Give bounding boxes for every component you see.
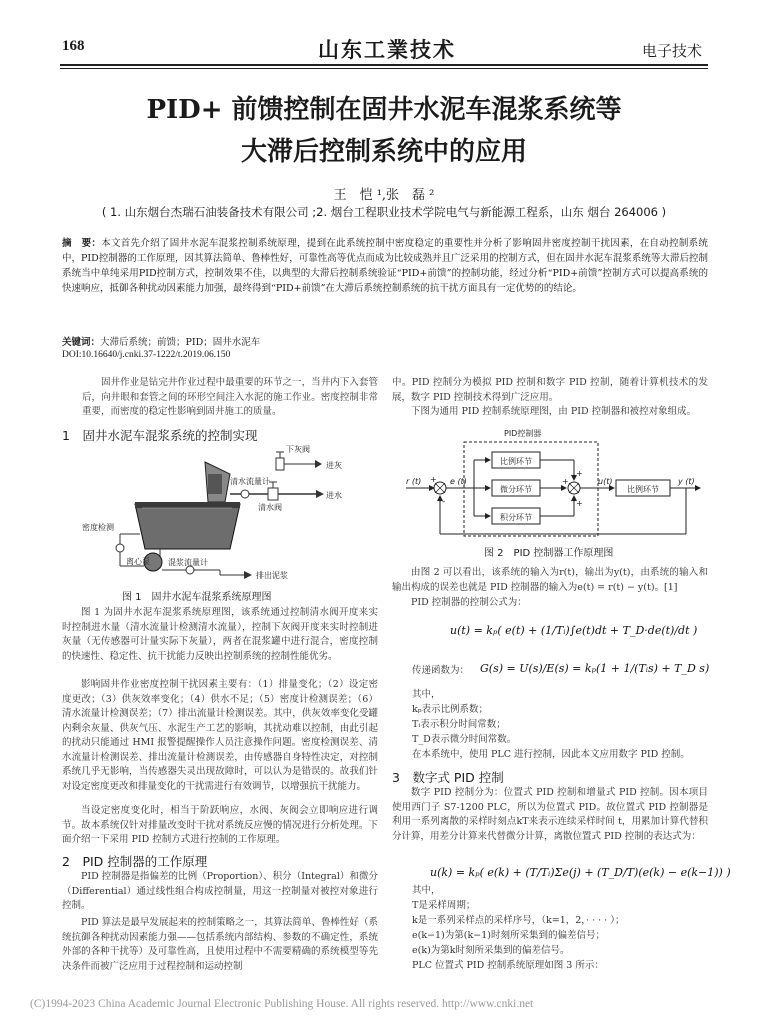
def-kp: kₚ表示比例系数； xyxy=(412,704,489,715)
fig2-minus-1: - xyxy=(442,497,446,507)
intro-paragraph: 固井作业是钻完井作业过程中最重要的环节之一，当井内下入套管后，向井眼和套管之间的环形空间注入水泥的施工作业。密度控制非常重要，而密度的稳定性影响到固井施工的质量。 xyxy=(82,377,378,417)
copyright-footer: (C)1994-2023 China Academic Journal Electronic Publishing House. All rights reserved. http://www.cnki.net xyxy=(30,998,534,1010)
label-mix-flowmeter: 混浆流量计 xyxy=(168,558,208,567)
paragraph-8: 由图 2 可以看出，该系统的输入为r(t)，输出为y(t)，由系统的输入和输出构成的误差也就是 PID 控制器的输入为e(t) = r(t) − y(t)。[1] xyxy=(392,567,708,593)
section-1-heading: 1 固井水泥车混浆系统的控制实现 xyxy=(62,428,258,443)
fig2-plant-label: 比例环节 xyxy=(627,485,659,494)
paragraph-6: 中。PID 控制分为模拟 PID 控制和数字 PID 控制，随着计算机技术的发展，数字 PID 控制技术得到广泛应用。 xyxy=(392,377,708,403)
affiliation: ( 1. 山东烟台杰瑞石油装备技术有限公司 ;2. 烟台工程职业技术学院电气与新能源工程系，山东 烟台 264006 ) xyxy=(101,205,667,219)
figure-1-schematic xyxy=(80,444,370,584)
abstract-text: 本文首先介绍了固井水泥车混浆控制系统原理，提到在此系统控制中密度稳定的重要性并分析了影响固井密度控制干扰因素，在自动控制系统中，PID控制器的工作原理，因其算法简单、鲁棒性好，可靠性高等优点而成为比较成熟并且广泛采用的控制方式，但在固井水泥车混浆系统等大滞后控制系统当中单纯采用PID控制方式，控制效果不佳，以典型的大滞后控制系统验证“PID+前馈”的控制功能，经过分析“PID+前馈”控制方式可以提高系统的快速响应，抵御各种扰动因素能力加强，最终得到“PID+前馈”在大滞后系统控制系统的抗干扰方面具有一定优势的的结论。 xyxy=(62,238,708,294)
fig2-ut: u(t) xyxy=(598,477,613,486)
fig2-deriv-label: 微分环节 xyxy=(500,485,532,494)
keywords: 大滞后系统；前馈；PID；固井水泥车 xyxy=(100,337,261,348)
paragraph-7: 下图为通用 PID 控制系统原理图，由 PID 控制器和被控对象组成。 xyxy=(411,406,697,417)
powder-valve-icon xyxy=(276,458,284,470)
equation-1: u(t) = kₚ( e(t) + (1/Tᵢ)∫e(t)dt + T_D·de(t)/dt ) xyxy=(450,624,698,637)
density-meter-icon xyxy=(116,544,124,552)
fig2-rt: r (t) xyxy=(406,477,422,486)
paragraph-2: 影响固井作业密度控制干扰因素主要有：（1）排量变化；（2）设定密度更改；（3）供灰效率变化；（4）供水不足；（5）密度计检测误差；（6）清水流量计检测误差；（7）排出流量计检测误差。其中，供灰效率变化受罐内剩余灰量、供灰气压、水泥生产工艺的影响，其扰动难以控制，由此引起的扰动只能通过 HMI 报警提醒操作人员注意操作问题。密度检测误差、清水流量计检测误差、排出流量计检测误差，由传感器自身特性决定，对控制系统几乎无影响，当传感器失灵出现故障时，可以认为是错误的。故我们针对设定密度更改和排量变化的干扰需进行有效调节，以增强抗干扰能力。 xyxy=(62,679,378,792)
fig2-integ-label: 积分环节 xyxy=(500,513,532,522)
fig2-et: e (t) xyxy=(450,477,467,486)
fig2-plus-4: + xyxy=(576,499,583,508)
label-water-valve: 清水阀 xyxy=(258,503,282,512)
label-density: 密度检测 xyxy=(82,523,114,532)
label-powder-in: 进灰 xyxy=(326,461,342,470)
equation-2-label: 传递函数为： xyxy=(412,665,470,676)
fig2-plus-2: + xyxy=(576,469,583,478)
paragraph-4: PID 控制器是指偏差的比例（Proportion）、积分（Integral）和微分（Differential）通过线性组合构成控制量，用这一控制量对被控对象进行控制。 xyxy=(62,871,378,911)
where-2: 其中， xyxy=(412,885,441,896)
abstract xyxy=(62,236,708,296)
paragraph-3: 当设定密度变化时，相当于阶跃响应，水阀、灰阀会立即响应进行调节。故本系统仅针对排量改变时干扰对系统反应慢的情况进行分析处理。下面介绍一下采用 PID 控制方式进行控制的工作原理。 xyxy=(62,805,378,845)
def-T: T是采样周期； xyxy=(412,900,476,911)
def-ti: Tᵢ表示积分时间常数； xyxy=(412,719,506,730)
paragraph-11: 数字 PID 控制分为：位置式 PID 控制和增量式 PID 控制。因本项目使用西门子 S7-1200 PLC，所以为位置式 PID。故位置式 PID 控制器是利用一系列离散的采样时刻点kT来表示连续采样时间 t，用累加计算代替积分计算，用差分计算来代替微分计算，离散位置式 PID 控制的表达式为： xyxy=(392,787,708,842)
doi[interactable]: DOI:10.16640/j.cnki.37-1222/t.2019.06.150 xyxy=(62,350,231,360)
where-1: 其中， xyxy=(412,689,441,700)
keywords-label: 关键词： xyxy=(62,337,101,348)
page-number: 168 xyxy=(62,38,85,54)
fig2-plus-1: + xyxy=(430,475,437,484)
paper-title-line1: PID+ 前馈控制在固井水泥车混浆系统等 xyxy=(146,95,622,125)
equation-3: u(k) = kₚ( e(k) + (T/Tᵢ)Σe(j) + (T_D/T)(e(k) − e(k−1)) ) xyxy=(430,866,731,879)
label-pump: 离心泵 xyxy=(126,557,150,566)
water-flowmeter-icon xyxy=(241,490,249,498)
def-ek1: e(k−1)为第(k−1)时刻所采集到的偏差信号； xyxy=(412,930,605,941)
label-water-in: 进水 xyxy=(326,491,342,500)
mixing-tank xyxy=(135,504,240,549)
def-k: k是一系列采样点的采样序号，（k=1，2，· · · · ）； xyxy=(412,915,625,926)
figure-1-caption: 图 1 固井水泥车混浆系统原理图 xyxy=(122,592,272,603)
fig2-controller-label: PID控制器 xyxy=(504,429,542,438)
def-ek: e(k)为第k时刻所采集到的偏差信号。 xyxy=(412,945,570,956)
mix-flowmeter-icon xyxy=(186,566,194,574)
label-powder-valve: 下灰阀 xyxy=(286,445,310,454)
figure-2-caption: 图 2 PID 控制器工作原理图 xyxy=(484,548,614,559)
header-rule xyxy=(60,64,708,66)
journal-title: 山东工業技术 xyxy=(318,37,456,62)
def-td: T_D表示微分时间常数。 xyxy=(412,734,517,745)
header-rule-thin xyxy=(60,68,708,69)
keywords-line xyxy=(62,334,260,348)
paragraph-12: PLC 位置式 PID 控制系统原理如图 3 所示： xyxy=(412,960,604,971)
section-3-heading: 3 数字式 PID 控制 xyxy=(392,770,504,785)
fig2-yt: y (t) xyxy=(678,477,695,486)
paper-title-line2: 大滞后控制系统中的应用 xyxy=(240,137,527,167)
label-water-flowmeter: 清水流量计 xyxy=(230,477,270,486)
section-name: 电子技术 xyxy=(641,42,702,60)
fig2-prop-label: 比例环节 xyxy=(500,457,532,466)
fig2-plus-3: + xyxy=(562,477,569,486)
abstract-label: 摘 要： xyxy=(62,238,102,249)
paragraph-1: 图 1 为固井水泥车混浆系统原理图，该系统通过控制清水阀开度来实时控制进水量（清水流量计检测清水流量），控制下灰阀开度来实时控制进灰量（无传感器可计量实际下灰量），两者在混浆罐中进行混合，密度控制的快速性、稳定性、抗干扰能力反映出控制系统的控制性能优劣。 xyxy=(62,607,378,662)
paragraph-10: 在本系统中，使用 PLC 进行控制，因此本文应用数字 PID 控制。 xyxy=(412,749,690,760)
authors: 王 恺 ¹,张 磊 ² xyxy=(333,188,435,203)
label-discharge: 排出泥浆 xyxy=(256,571,288,580)
figure-2-pid-diagram xyxy=(404,424,704,540)
water-valve-icon xyxy=(268,488,278,500)
paragraph-5: PID 算法是最早发展起来的控制策略之一，其算法简单、鲁棒性好（系统抗御各种扰动因素能力强——包括系统内部结构、参数的不确定性，系统外部的各种干扰等）及可靠性高，且使用过程中不需要精确的系统模型等先决条件而被广泛应用于过程控制和运动控制 xyxy=(62,917,378,972)
equation-2: G(s) = U(s)/E(s) = kₚ(1 + 1/(Tᵢs) + T_D s) xyxy=(480,662,710,675)
paragraph-9: PID 控制器的控制公式为： xyxy=(411,597,527,608)
section-2-heading: 2 PID 控制器的工作原理 xyxy=(62,854,208,869)
